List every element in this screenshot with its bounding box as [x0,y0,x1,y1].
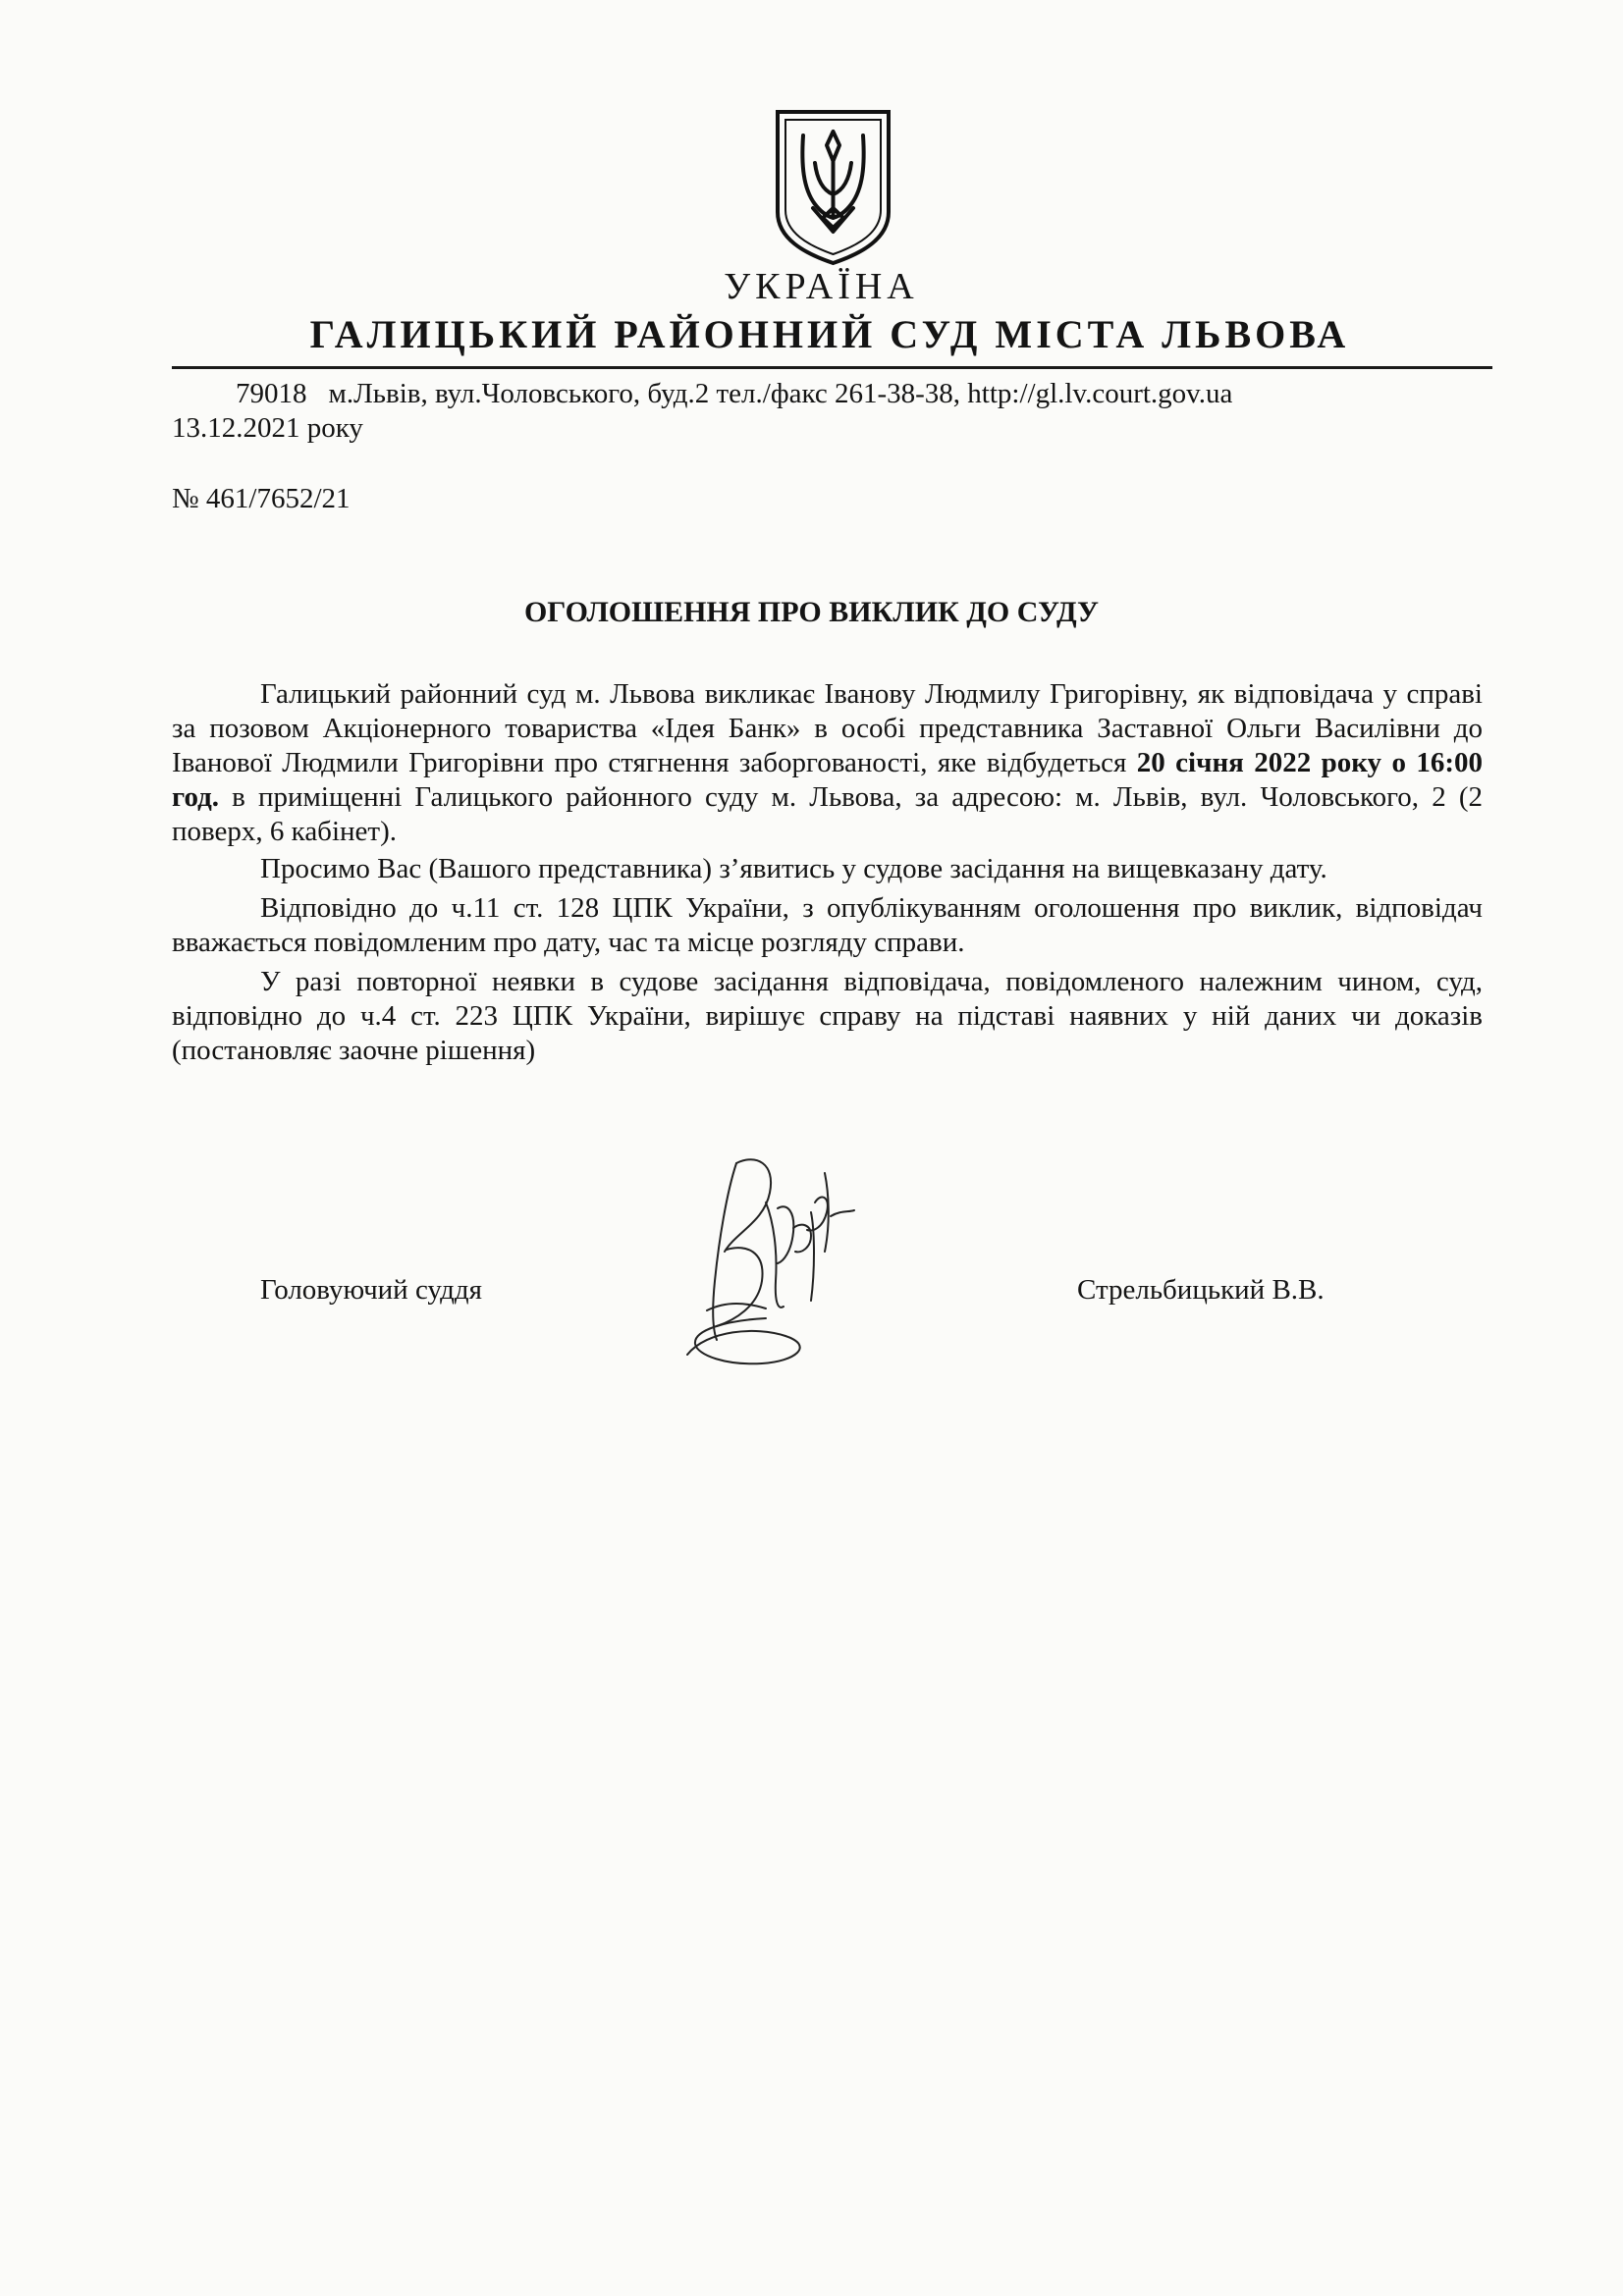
judge-name: Стрельбицький В.В. [1077,1274,1325,1306]
header-divider [172,366,1492,369]
hearing-datetime: 20 січня 2022 року о 16:00 год. [172,747,1483,813]
trident-icon [772,106,894,268]
postal-code: 79018 [236,378,307,409]
document-body [172,677,1483,1073]
paragraph-request: Просимо Вас (Вашого представника) з’явитись у судове засідання на вищевказану дату. [260,853,1327,884]
case-number: № 461/7652/21 [172,483,351,514]
handwritten-signature [668,1134,884,1369]
country-name: УКРАЇНА [724,266,919,307]
signatory-role: Головуючий суддя [260,1274,482,1306]
paragraph-consequence: У разі повторної неявки в судове засідання відповідача, повідомленого належним чином, суд, відповідно до ч.4 ст. 223 ЦПК України, вирішує справу на підставі наявних у ній даних чи доказів (постановляє заочне рішення) [172,966,1483,1066]
court-address [236,376,1232,411]
summons-text: Галицький районний суд м. Львова викликає Іванову Людмилу Григорівну, як відповідача у справі за позовом Акціонерного товариства «Ідея Банк» в особі представника Заставної Ольги Василівни до Іванової Людмили Григорівни про стягнення заборгованості, яке відбудеться [172,678,1483,778]
paragraph-summons [172,677,1483,849]
summons-location-text: в приміщенні Галицького районного суду м. Львова, за адресою: м. Львів, вул. Чоловського, 2 (2 поверх, 6 кабінет). [172,781,1483,847]
document-title: ОГОЛОШЕННЯ ПРО ВИКЛИК ДО СУДУ [523,596,1100,628]
paragraph-notice: Відповідно до ч.11 ст. 128 ЦПК України, з опублікуванням оголошення про виклик, відповідач вважається повідомленим про дату, час та місце розгляду справи. [172,892,1483,958]
document-date: 13.12.2021 року [172,412,363,444]
address-details: м.Львів, вул.Чоловського, буд.2 тел./факс 261-38-38, http://gl.lv.court.gov.ua [328,378,1233,409]
court-name: ГАЛИЦЬКИЙ РАЙОННИЙ СУД МІСТА ЛЬВОВА [309,312,1350,356]
